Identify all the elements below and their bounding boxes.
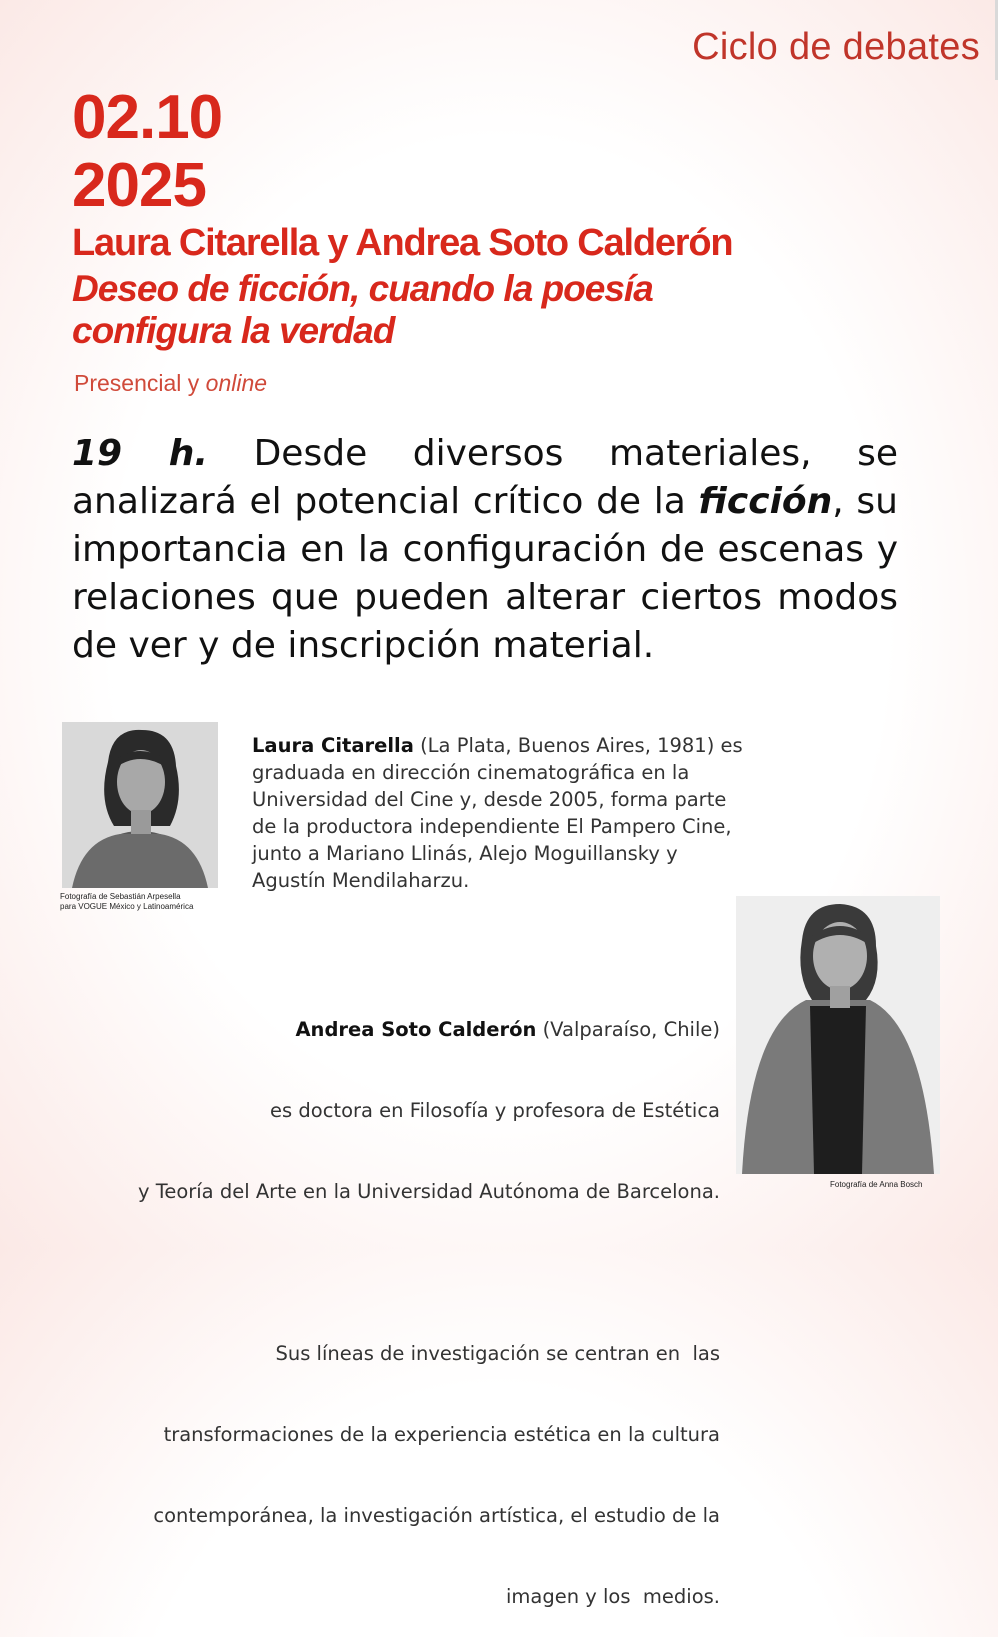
- event-day-month: 02.10: [72, 83, 223, 152]
- bio-laura-citarella: [252, 732, 743, 894]
- modality-online: online: [205, 370, 268, 396]
- event-description: [72, 430, 898, 670]
- bio-andrea-line-4: [138, 1259, 720, 1286]
- bio-andrea-line-2: es doctora en Filosofía y profesora de Estética: [270, 1099, 720, 1122]
- bio-laura-name: Laura Citarella: [252, 734, 414, 757]
- modality-in-person: Presencial y: [74, 370, 200, 396]
- photo-caption-laura: [60, 892, 193, 912]
- bio-andrea-line-7: contemporánea, la investigación artística, el estudio de la: [153, 1504, 720, 1527]
- bio-andrea-name: Andrea Soto Calderón: [295, 1018, 537, 1041]
- bio-andrea-line-6: transformaciones de la experiencia estética en la cultura: [163, 1423, 720, 1446]
- talk-title-line-1: Deseo de ficción, cuando la poesía: [72, 268, 653, 309]
- event-speakers: Laura Citarella y Andrea Soto Calderón: [72, 222, 733, 264]
- event-year: 2025: [72, 151, 206, 220]
- bio-laura-line-5: junto a Mariano Llinás, Alejo Moguillansky y: [252, 842, 678, 865]
- photo-caption-laura-line-2: para VOGUE México y Latinoamérica: [60, 902, 194, 911]
- description-text-1: Desde diversos materiales, se analizará el potencial crítico de la: [72, 433, 898, 522]
- bio-andrea-soto-calderon: [138, 962, 720, 1637]
- bio-laura-line-6: Agustín Mendilaharzu.: [252, 869, 470, 892]
- portrait-illustration: [736, 896, 940, 1174]
- bio-laura-line-4: de la productora independiente El Pampero Cine,: [252, 815, 732, 838]
- event-modality: [74, 370, 267, 397]
- talk-title-line-2: configura la verdad: [72, 310, 395, 351]
- description-text-2: , su importancia en la configuración de escenas y relaciones que pueden alterar ciertos modos de ver y de inscripción material.: [72, 481, 898, 666]
- photo-laura-citarella: [62, 722, 218, 888]
- bio-andrea-line-8: imagen y los medios.: [505, 1585, 720, 1608]
- photo-andrea-soto-calderon: [736, 896, 940, 1174]
- description-emphasis: ficción: [698, 481, 833, 522]
- event-time: 19 h.: [72, 433, 209, 474]
- bio-andrea-line-5: Sus líneas de investigación se centran en las: [275, 1342, 720, 1365]
- series-title: Ciclo de debates: [692, 26, 980, 68]
- bio-laura-line-1: Laura Citarella (La Plata, Buenos Aires, 1981) es: [252, 734, 743, 757]
- bio-laura-line-2: graduada en dirección cinematográfica en la: [252, 761, 690, 784]
- photo-caption-andrea: Fotografía de Anna Bosch: [830, 1180, 923, 1189]
- bio-laura-line-3: Universidad del Cine y, desde 2005, forma parte: [252, 788, 727, 811]
- event-date: [72, 84, 222, 220]
- photo-caption-laura-line-1: Fotografía de Sebastián Arpesella: [60, 892, 181, 901]
- portrait-illustration: [62, 722, 218, 888]
- talk-title: [72, 268, 832, 352]
- bio-andrea-line-1: Andrea Soto Calderón (Valparaíso, Chile): [295, 1018, 720, 1041]
- bio-andrea-line-3: y Teoría del Arte en la Universidad Autónoma de Barcelona.: [137, 1180, 720, 1203]
